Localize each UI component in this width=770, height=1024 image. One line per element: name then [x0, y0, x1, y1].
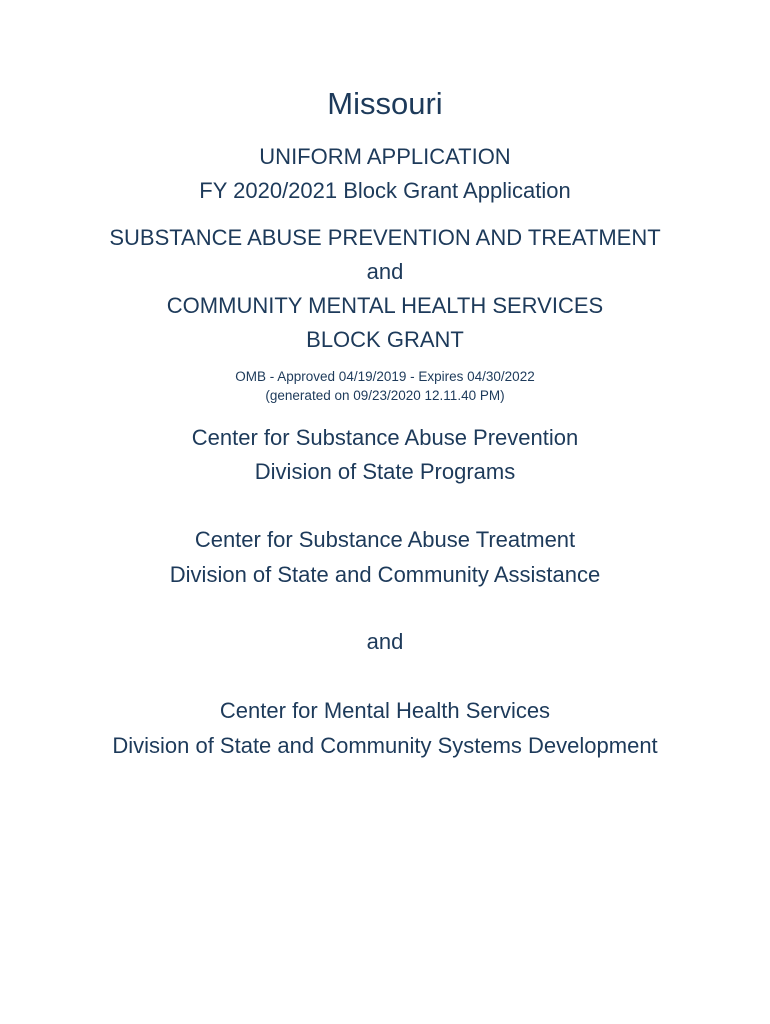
grant-title-conjunction: and [366, 259, 404, 284]
state-title: Missouri [327, 86, 443, 121]
grant-title-line-1: SUBSTANCE ABUSE PREVENTION AND TREATMENT [109, 225, 661, 250]
treatment-division: Division of State and Community Assistance [169, 562, 601, 587]
prevention-division: Division of State Programs [254, 459, 516, 484]
application-type: UNIFORM APPLICATION [259, 144, 511, 169]
omb-approval: OMB - Approved 04/19/2019 - Expires 04/30/2022 [235, 369, 535, 384]
treatment-center: Center for Substance Abuse Treatment [194, 527, 576, 552]
grant-title-line-3: BLOCK GRANT [306, 327, 464, 352]
application-title: FY 2020/2021 Block Grant Application [199, 178, 571, 203]
prevention-center: Center for Substance Abuse Prevention [191, 425, 579, 450]
grant-title-line-2: COMMUNITY MENTAL HEALTH SERVICES [166, 293, 604, 318]
agencies-conjunction: and [366, 629, 404, 654]
generated-timestamp: (generated on 09/23/2020 12.11.40 PM) [265, 388, 505, 403]
mental-health-center: Center for Mental Health Services [219, 698, 551, 723]
mental-health-division: Division of State and Community Systems Development [112, 733, 658, 758]
